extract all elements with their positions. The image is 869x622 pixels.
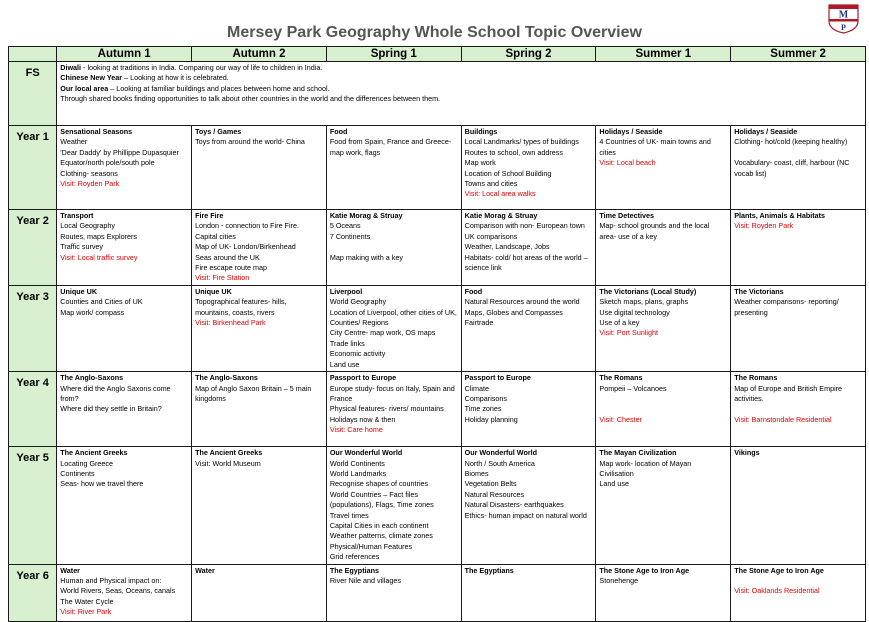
topic-detail-line: Map making with a key bbox=[329, 252, 403, 262]
topic-title: Food bbox=[329, 127, 348, 136]
topic-cell-spring-1 bbox=[326, 447, 461, 564]
topic-cell-autumn-1 bbox=[57, 372, 192, 447]
topic-detail-line: London - connection to Fire Fire. bbox=[195, 221, 299, 231]
topic-title: Toys / Games bbox=[195, 127, 242, 136]
topic-detail-line: World Landmarks bbox=[329, 468, 387, 478]
topic-title: Passport to Europe bbox=[464, 373, 531, 383]
topic-title: The Anglo-Saxons bbox=[195, 373, 258, 383]
row-label-year: Year 4 bbox=[9, 372, 57, 447]
topic-detail-line: Clothing- seasons bbox=[60, 168, 118, 178]
topic-detail-line: Clothing- hot/cold (keeping healthy) bbox=[734, 137, 848, 147]
topic-title: Unique UK bbox=[60, 286, 98, 296]
year-row bbox=[9, 126, 866, 210]
topic-detail-line: Map of Europe and British Empire activities. bbox=[734, 383, 843, 403]
visit-note: Visit: Care home bbox=[329, 425, 383, 435]
column-header-autumn-1: Autumn 1 bbox=[57, 47, 192, 62]
column-header-autumn-2: Autumn 2 bbox=[192, 47, 327, 62]
visit-note: Visit: Oaklands Residential bbox=[734, 586, 820, 596]
visit-note: Visit: Local area walks bbox=[464, 189, 536, 199]
topic-detail-line: Stonehenge bbox=[599, 575, 639, 585]
topic-detail-line: Routes, maps Explorers bbox=[60, 231, 137, 241]
topic-detail-line: 'Dear Daddy' by Phillippe Dupasquier bbox=[60, 147, 179, 157]
topic-detail-line: 5 Oceans bbox=[329, 221, 361, 231]
topic-detail-line: Where did the Anglo Saxons come from? bbox=[60, 383, 171, 403]
topic-title: The Ancient Greeks bbox=[195, 448, 263, 458]
topic-cell-autumn-1 bbox=[57, 210, 192, 286]
topic-cell-summer-1 bbox=[596, 372, 731, 447]
topic-detail-line: Ethics- human impact on natural world bbox=[464, 510, 587, 520]
topic-title: Katie Morag & Struay bbox=[464, 211, 538, 220]
topic-title: Food bbox=[464, 286, 483, 296]
topic-detail-line: Pompeii – Volcanoes bbox=[599, 383, 667, 393]
topic-cell-spring-1 bbox=[326, 210, 461, 286]
topic-title: Our Wonderful World bbox=[464, 448, 538, 458]
topic-detail-line: Local Landmarks/ types of buildings bbox=[464, 137, 579, 147]
topic-cell-spring-1 bbox=[326, 372, 461, 447]
topic-cell-summer-2 bbox=[731, 447, 866, 564]
topic-detail-line: Towns and cities bbox=[464, 179, 518, 189]
topic-detail-line: North / South America bbox=[464, 458, 535, 468]
topic-detail-line: Climate bbox=[464, 383, 489, 393]
topic-detail-line: Natural Resources around the world bbox=[464, 297, 580, 307]
topic-cell-spring-1 bbox=[326, 285, 461, 371]
fs-local-text: – Looking at familiar buildings and places between home and school. bbox=[108, 83, 330, 93]
topic-detail-line: Map- school grounds and the local area- use of a key bbox=[599, 221, 710, 241]
topic-detail-line: Capital Cities in each continent bbox=[329, 520, 429, 530]
fs-overview-cell bbox=[57, 62, 866, 126]
topic-detail-line: Topographical features- hills, mountains, coasts, rivers bbox=[195, 297, 287, 317]
page-title: Mersey Park Geography Whole School Topic Overview bbox=[227, 24, 642, 41]
visit-note: Visit: Royden Park bbox=[60, 179, 120, 189]
row-label-year: Year 2 bbox=[9, 210, 57, 286]
topic-cell-summer-2 bbox=[731, 372, 866, 447]
topic-cell-autumn-2 bbox=[192, 285, 327, 371]
topic-detail-line: Holidays now & then bbox=[329, 414, 396, 424]
topic-cell-summer-1 bbox=[596, 285, 731, 371]
column-header-spring-2: Spring 2 bbox=[461, 47, 596, 62]
topic-detail-line: Sketch maps, plans, graphs bbox=[599, 297, 689, 307]
year-row bbox=[9, 372, 866, 447]
topic-detail-line: Toys from around the world- China bbox=[195, 137, 305, 147]
topic-cell-autumn-2 bbox=[192, 564, 327, 621]
topic-cell-autumn-1 bbox=[57, 285, 192, 371]
topic-detail-line: Land use bbox=[329, 359, 360, 369]
topic-detail-line: Habitats- cold/ hot areas of the world – science link bbox=[464, 252, 588, 273]
topic-detail-line: Vocabulary- coast, cliff, harbour (NC vocab list) bbox=[734, 158, 850, 178]
topic-title: Buildings bbox=[464, 127, 498, 136]
topic-detail-line: Fire escape route map bbox=[195, 263, 267, 273]
topic-cell-spring-1 bbox=[326, 564, 461, 621]
topic-detail-line: Map of UK- London/Birkenhead bbox=[195, 242, 296, 252]
topic-title: The Romans bbox=[599, 373, 643, 383]
topic-detail-line: Capital cities bbox=[195, 231, 236, 241]
visit-note: Visit: Port Sunlight bbox=[599, 328, 659, 338]
topic-title: The Stone Age to Iron Age bbox=[734, 565, 824, 575]
topic-cell-autumn-2 bbox=[192, 210, 327, 286]
topic-title: Vikings bbox=[734, 448, 760, 458]
topic-cell-autumn-1 bbox=[57, 564, 192, 621]
row-label-year: Year 1 bbox=[9, 126, 57, 210]
topic-detail-line: Recognise shapes of countries bbox=[329, 479, 429, 489]
topic-detail-line: Seas- how we travel there bbox=[60, 479, 144, 489]
fs-diwali-text: - looking at traditions in India. Comparing our way of life to children in India. bbox=[81, 63, 323, 72]
topic-detail-line: Vegetation Belts bbox=[464, 479, 517, 489]
topic-detail-line: River Nile and villages bbox=[329, 575, 401, 585]
topic-detail-line: Map of Anglo Saxon Britain – 5 main kingdoms bbox=[195, 383, 312, 403]
topic-cell-summer-2 bbox=[731, 564, 866, 621]
topic-cell-summer-1 bbox=[596, 126, 731, 210]
topic-title: The Romans bbox=[734, 373, 778, 383]
logo-letter-p: P bbox=[841, 23, 846, 32]
topic-detail-line: Equator/north pole/south pole bbox=[60, 158, 155, 168]
topic-detail-line: 4 Countries of UK- main towns and cities bbox=[599, 137, 711, 157]
topic-cell-summer-1 bbox=[596, 564, 731, 621]
topic-title: The Egyptians bbox=[329, 565, 379, 575]
topic-detail-line: Where did they settle in Britain? bbox=[60, 404, 162, 414]
topic-detail-line: Human and Physical impact on: bbox=[60, 575, 162, 585]
topic-detail-line: Weather comparisons- reporting/ presenting bbox=[734, 297, 839, 317]
topic-detail-line: Continents bbox=[60, 468, 95, 478]
row-label-year: Year 5 bbox=[9, 447, 57, 564]
topic-title: Water bbox=[60, 565, 80, 575]
topic-detail-line: Traffic survey bbox=[60, 242, 104, 252]
topic-cell-spring-2 bbox=[461, 372, 596, 447]
topic-cell-autumn-2 bbox=[192, 447, 327, 564]
topic-detail-line: Location of School Building bbox=[464, 168, 552, 178]
column-header-spring-1: Spring 1 bbox=[326, 47, 461, 62]
topic-title: Liverpool bbox=[329, 286, 363, 296]
year-row bbox=[9, 285, 866, 371]
visit-note: Visit: Chester bbox=[599, 414, 643, 424]
topic-detail-line: Land use bbox=[599, 479, 629, 489]
topic-detail-line: Travel times bbox=[329, 510, 369, 520]
topic-cell-autumn-1 bbox=[57, 126, 192, 210]
visit-note: Visit: Barnstondale Residential bbox=[734, 414, 832, 424]
topic-detail-line: City Centre- map work, OS maps bbox=[329, 328, 436, 338]
row-label-year: Year 3 bbox=[9, 285, 57, 371]
topic-title: The Egyptians bbox=[464, 565, 514, 575]
topic-title: Water bbox=[195, 565, 215, 575]
topic-title: The Stone Age to Iron Age bbox=[599, 565, 690, 575]
topic-detail-line: Physical features- rivers/ mountains bbox=[329, 404, 444, 414]
topic-detail-line: Visit: World Museum bbox=[195, 458, 261, 468]
topic-cell-spring-1 bbox=[326, 126, 461, 210]
topic-detail-line: World Rivers, Seas, Oceans, canals bbox=[60, 586, 176, 596]
header-row bbox=[9, 47, 866, 62]
topic-detail-line: Weather patterns, climate zones bbox=[329, 531, 433, 541]
topic-detail-line: Maps, Globes and Compasses bbox=[464, 307, 563, 317]
blank-line bbox=[599, 404, 727, 414]
year-row bbox=[9, 447, 866, 564]
topic-cell-summer-2 bbox=[731, 126, 866, 210]
topic-title: The Mayan Civilization bbox=[599, 448, 677, 458]
blank-line bbox=[734, 404, 862, 414]
topic-title: Plants, Animals & Habitats bbox=[734, 211, 825, 220]
blank-line bbox=[734, 148, 862, 158]
topic-cell-summer-2 bbox=[731, 210, 866, 286]
topic-title: Sensational Seasons bbox=[60, 127, 133, 136]
topic-cell-autumn-2 bbox=[192, 126, 327, 210]
topic-title: Katie Morag & Struay bbox=[329, 211, 403, 220]
row-label-year: Year 6 bbox=[9, 564, 57, 621]
topic-detail-line: Map work/ compass bbox=[60, 307, 125, 317]
topic-detail-line: Comparison with non- European town UK comparisons bbox=[464, 221, 585, 241]
corner-cell bbox=[9, 47, 57, 62]
fs-row bbox=[9, 62, 866, 126]
row-label-fs: FS bbox=[9, 62, 57, 126]
topic-detail-line: Europe study- focus on Italy, Spain and France bbox=[329, 383, 455, 403]
topic-detail-line: Natural Disasters- earthquakes bbox=[464, 500, 564, 510]
topic-detail-line: Time zones bbox=[464, 404, 502, 414]
school-logo bbox=[828, 4, 859, 34]
topic-cell-autumn-2 bbox=[192, 372, 327, 447]
topic-detail-line: Food from Spain, France and Greece- map work, flags bbox=[329, 137, 452, 157]
topic-title: Holidays / Seaside bbox=[734, 127, 798, 136]
logo-letter-m: M bbox=[838, 9, 849, 21]
topic-detail-line: Comparisons bbox=[464, 393, 507, 403]
topic-title: Time Detectives bbox=[599, 211, 655, 220]
topic-detail-line: Use digital technology bbox=[599, 307, 670, 317]
topic-title: The Victorians bbox=[734, 286, 784, 296]
topic-title: The Ancient Greeks bbox=[60, 448, 128, 458]
topic-detail-line: Grid references bbox=[329, 552, 380, 562]
topic-detail-line: World Countries – Fact files (populations), Flags, Time zones bbox=[329, 489, 434, 510]
fs-cny-text: – Looking at how it is celebrated. bbox=[122, 73, 229, 83]
visit-note: Visit: River Park bbox=[60, 607, 112, 617]
topic-detail-line: Physical/Human Features bbox=[329, 541, 413, 551]
topic-cell-spring-2 bbox=[461, 126, 596, 210]
topic-title: Holidays / Seaside bbox=[599, 127, 663, 136]
topic-detail-line: Trade links bbox=[329, 338, 365, 348]
topic-detail-line: Locating Greece bbox=[60, 458, 114, 468]
topic-cell-summer-1 bbox=[596, 447, 731, 564]
topic-cell-autumn-1 bbox=[57, 447, 192, 564]
fs-local-heading: Our local area bbox=[60, 83, 109, 93]
topic-detail-line: Counties and Cities of UK bbox=[60, 297, 143, 307]
topic-cell-spring-2 bbox=[461, 447, 596, 564]
topic-detail-line: Map work bbox=[464, 158, 496, 168]
topic-cell-summer-2 bbox=[731, 285, 866, 371]
topic-detail-line: Local Geography bbox=[60, 221, 116, 231]
topic-detail-line: Routes to school, own address bbox=[464, 147, 563, 157]
fs-cny-heading: Chinese New Year bbox=[60, 73, 123, 83]
blank-line bbox=[734, 576, 862, 586]
topic-detail-line: The Water Cycle bbox=[60, 596, 114, 606]
fs-diwali-heading: Diwali bbox=[60, 63, 82, 72]
topic-detail-line: Economic activity bbox=[329, 349, 386, 359]
topic-detail-line: World Continents bbox=[329, 458, 385, 468]
topic-detail-line: 7 Continents bbox=[329, 231, 371, 241]
topic-detail-line: Weather bbox=[60, 137, 88, 147]
fs-books-text: Through shared books finding opportunities to talk about other countries in the world and the differences between them. bbox=[60, 94, 441, 104]
topic-cell-spring-2 bbox=[461, 285, 596, 371]
topic-detail-line: Seas around the UK bbox=[195, 252, 260, 262]
topic-title: Transport bbox=[60, 211, 94, 220]
topic-detail-line: Fairtrade bbox=[464, 318, 494, 328]
year-row bbox=[9, 564, 866, 621]
topic-title: The Victorians (Local Study) bbox=[599, 286, 697, 296]
topic-detail-line: Weather, Landscape, Jobs bbox=[464, 242, 550, 252]
topic-overview-table bbox=[8, 46, 866, 622]
column-header-summer-1: Summer 1 bbox=[596, 47, 731, 62]
topic-detail-line: Holiday planning bbox=[464, 414, 518, 424]
year-row bbox=[9, 210, 866, 286]
topic-title: Our Wonderful World bbox=[329, 448, 403, 458]
topic-detail-line: Biomes bbox=[464, 468, 489, 478]
topic-cell-spring-2 bbox=[461, 564, 596, 621]
topic-title: Passport to Europe bbox=[329, 373, 397, 383]
topic-detail-line: Natural Resources bbox=[464, 489, 525, 499]
visit-note: Visit: Local beach bbox=[599, 158, 656, 168]
visit-note: Visit: Birkenhead Park bbox=[195, 318, 266, 328]
blank-line bbox=[599, 394, 727, 404]
topic-cell-summer-1 bbox=[596, 210, 731, 286]
topic-cell-spring-2 bbox=[461, 210, 596, 286]
blank-line bbox=[330, 242, 458, 252]
topic-detail-line: Location of Liverpool, other cities of UK, Counties/ Regions bbox=[329, 307, 457, 328]
topic-title: Fire Fire bbox=[195, 211, 224, 220]
topic-title: The Anglo-Saxons bbox=[60, 373, 124, 383]
topic-title: Unique UK bbox=[195, 286, 232, 296]
topic-detail-line: World Geography bbox=[329, 297, 387, 307]
visit-note: Visit: Royden Park bbox=[734, 221, 794, 231]
topic-detail-line: Map work- location of Mayan Civilisation bbox=[599, 458, 692, 478]
visit-note: Visit: Local traffic survey bbox=[60, 252, 138, 262]
topic-detail-line: Use of a key bbox=[599, 318, 640, 328]
visit-note: Visit: Fire Station bbox=[195, 273, 250, 283]
column-header-summer-2: Summer 2 bbox=[731, 47, 866, 62]
